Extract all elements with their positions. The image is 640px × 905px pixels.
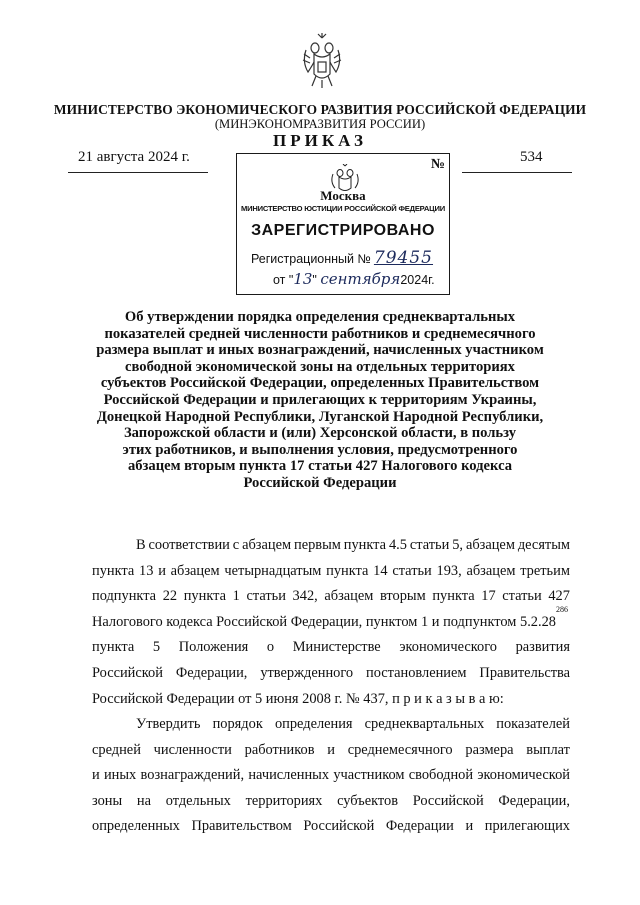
word: В: [136, 537, 146, 553]
paragraph-order: [92, 712, 570, 840]
word: абзацем: [466, 562, 516, 579]
word: определения: [274, 716, 353, 732]
word: статьи: [392, 562, 432, 579]
title-line: Российской Федерации и прилегающих к территориям Украины,: [103, 391, 537, 408]
stamp-ministry: МИНИСТЕРСТВО ЮСТИЦИИ РОССИЙСКОЙ ФЕДЕРАЦИИ: [240, 204, 446, 213]
date-underline: [68, 172, 208, 173]
paragraph-text: Налогового кодекса Российской Федерации, пунктом 1 и подпунктом 5.2.28: [92, 613, 556, 630]
word: 17: [481, 588, 496, 605]
word: экономической: [477, 767, 570, 784]
word: Правительством: [191, 818, 292, 835]
paragraph-line: [92, 604, 570, 636]
word: соответствии: [148, 537, 230, 553]
word: первым: [294, 537, 341, 553]
word: Федерации,: [498, 792, 570, 809]
word: 5,: [452, 537, 464, 553]
word: 1: [232, 588, 240, 605]
paragraph-line: [92, 789, 570, 815]
word: Федерации,: [175, 664, 248, 681]
word: развития: [515, 639, 570, 656]
word: четырнадцатым: [224, 562, 322, 579]
registration-stamp: [236, 153, 450, 295]
word: пункта: [326, 562, 369, 579]
stamp-date: [273, 270, 435, 288]
word: работников: [244, 741, 315, 758]
stamp-registration-number: [251, 248, 433, 268]
paragraph-text: Российской Федерации от 5 июня 2008 г. № 437, п р и к а з ы в а ю:: [92, 690, 504, 707]
word: постановлением: [366, 664, 467, 681]
stamp-status: ЗАРЕГИСТРИРОВАНО: [251, 222, 435, 239]
word: Министерстве: [292, 639, 381, 656]
word: десятым: [517, 537, 570, 553]
order-number: 534: [520, 149, 543, 165]
word: статьи: [246, 588, 286, 605]
word: свободной: [408, 767, 474, 784]
number-underline: [462, 172, 572, 173]
title-line: этих работников, и выполнения условия, предусмотренного: [122, 441, 518, 458]
word: выплат: [526, 741, 570, 758]
stamp-reg-value: 79455: [373, 248, 434, 268]
title-line: показателей средней численности работников и среднемесячного: [104, 325, 536, 342]
stamp-date-month: сентября: [320, 270, 401, 288]
word: пункта: [92, 562, 135, 579]
word: пункта: [92, 639, 135, 656]
stamp-date-day: 13: [293, 270, 313, 288]
word: численности: [153, 741, 232, 758]
word: 14: [373, 562, 388, 579]
word: Правительства: [479, 664, 570, 681]
paragraph-line: [92, 584, 570, 610]
title-line: абзацем вторым пункта 17 статьи 427 Налогового кодекса: [127, 458, 513, 475]
order-title: ПРИКАЗ: [273, 131, 367, 150]
word: пункта: [343, 537, 387, 553]
paragraph-line: [92, 559, 570, 585]
word: на: [136, 792, 151, 809]
word: Российской: [412, 792, 484, 809]
title-line: свободной экономической зоны на отдельных территориях: [125, 358, 515, 375]
word: Федерации: [385, 818, 454, 835]
word: вторым: [380, 588, 426, 605]
order-date: 21 августа 2024 г.: [78, 149, 190, 165]
word: абзацем: [324, 588, 374, 605]
paragraph-line: [92, 763, 570, 789]
word: и: [158, 562, 166, 579]
word: 342,: [292, 588, 318, 605]
paragraph-line: [92, 661, 570, 687]
ministry-short-name: (МИНЭКОНОМРАЗВИТИЯ РОССИИ): [214, 117, 426, 131]
word: порядок: [212, 716, 263, 732]
word: абзацем: [170, 562, 220, 579]
word: иных: [103, 767, 137, 784]
title-line: субъектов Российской Федерации, определенных Правительством: [100, 375, 540, 392]
word: 193,: [436, 562, 462, 579]
stamp-date-prefix: от ": [273, 273, 294, 287]
word: статьи: [502, 588, 542, 605]
word: Утвердить: [136, 716, 201, 732]
word: зоны: [92, 792, 123, 809]
word: среднеквартальных: [364, 716, 485, 732]
word: Российской: [303, 818, 375, 835]
word: определенных: [92, 818, 180, 835]
word: утвержденного: [260, 664, 354, 681]
word: 4.5: [388, 537, 407, 553]
word: размера: [465, 741, 514, 758]
paragraph-line: [92, 712, 570, 738]
stamp-city: Москва: [320, 188, 366, 203]
word: Положения: [178, 639, 249, 656]
footnote-superscript: 286: [555, 604, 568, 614]
word: начисленных: [248, 767, 330, 784]
paragraph-line: [92, 738, 570, 764]
title-line: Запорожской области и (или) Херсонской области, в пользу: [123, 425, 516, 442]
word: и: [92, 767, 100, 784]
word: участником: [333, 767, 405, 784]
word: пункта: [432, 588, 475, 605]
word: отдельных: [165, 792, 231, 809]
word: пункта: [183, 588, 226, 605]
word: 427: [548, 588, 570, 605]
stamp-date-mid: ": [312, 273, 317, 287]
stamp-date-year: 2024г.: [400, 273, 435, 287]
paragraph-line: [92, 687, 570, 713]
stamp-number-sign: №: [430, 157, 445, 172]
coat-of-arms-icon: [300, 32, 344, 90]
title-line: Об утверждении порядка определения среднеквартальных: [124, 309, 516, 325]
word: о: [266, 639, 275, 656]
word: с: [232, 537, 240, 553]
word: экономического: [399, 639, 497, 656]
word: территориях: [245, 792, 323, 809]
word: статьи: [409, 537, 450, 553]
word: 22: [162, 588, 178, 605]
word: абзацем: [242, 537, 292, 553]
word: 5: [152, 639, 161, 656]
word: и: [465, 818, 474, 835]
word: третьим: [520, 562, 570, 579]
document-title: [80, 309, 560, 492]
word: и: [327, 741, 335, 758]
stamp-reg-label: Регистрационный №: [251, 252, 371, 266]
paragraph-line: [92, 635, 570, 661]
title-line: Донецкой Народной Республики, Луганской Народной Республики,: [96, 408, 544, 425]
title-line: размера выплат и иных вознаграждений, начисленных участником: [96, 342, 544, 359]
word: абзацем: [465, 537, 515, 553]
word: Российской: [92, 664, 163, 681]
word: прилегающих: [484, 818, 570, 835]
word: подпункта: [92, 588, 157, 605]
word: 13: [139, 562, 154, 579]
title-line: Российской Федерации: [243, 474, 397, 491]
paragraph-line: [92, 533, 570, 559]
word: показателей: [496, 716, 570, 732]
word: средней: [92, 741, 141, 758]
paragraph-preamble: [92, 533, 570, 712]
word: субъектов: [337, 792, 398, 809]
word: вознаграждений,: [140, 767, 245, 784]
ministry-name: МИНИСТЕРСТВО ЭКОНОМИЧЕСКОГО РАЗВИТИЯ РОССИЙСКОЙ ФЕДЕРАЦИИ: [53, 102, 587, 117]
paragraph-line: [92, 814, 570, 840]
word: среднемесячного: [347, 741, 453, 758]
